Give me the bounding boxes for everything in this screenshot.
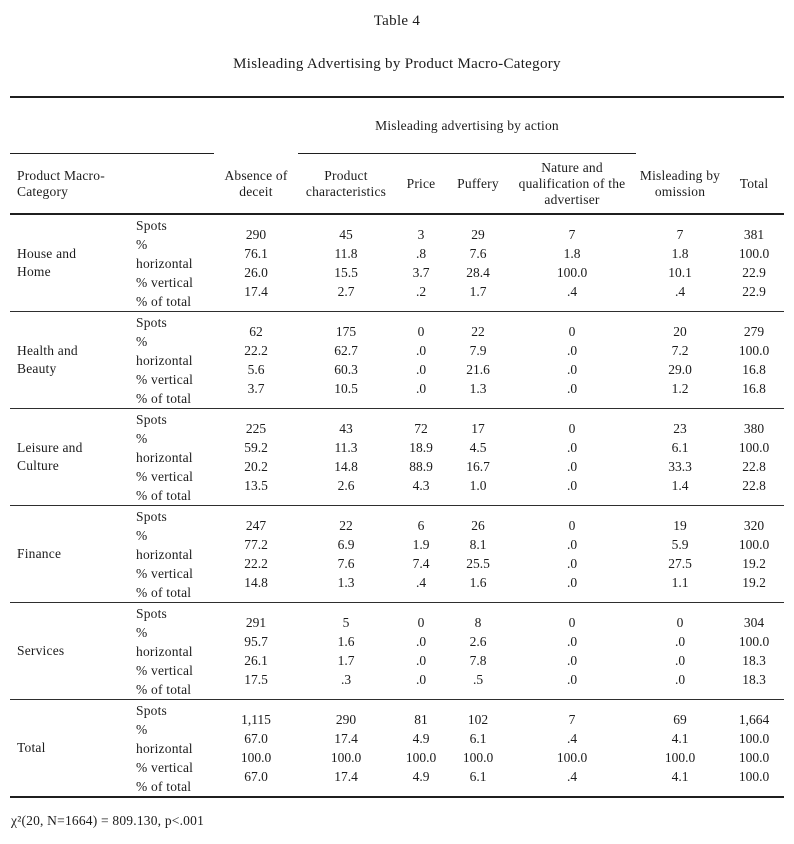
value-column [724, 215, 784, 311]
row-label: % of total [136, 778, 192, 794]
value-cell: 76.1 [244, 245, 268, 261]
value-cell: 19.2 [742, 575, 766, 591]
value-cell: 26.1 [244, 653, 268, 668]
value-column [448, 312, 508, 408]
row-label: % of total [136, 681, 192, 697]
column-header-total: Total [739, 175, 769, 191]
value-column [394, 215, 448, 311]
value-cell: .5 [472, 672, 484, 688]
value-cell: 18.3 [742, 672, 766, 688]
value-cell: 8.1 [469, 536, 487, 552]
table-body [10, 215, 784, 798]
value-column [214, 409, 298, 505]
value-cell: 1.7 [337, 653, 355, 668]
chi-square-footnote: χ²(20, N=1664) = 809.130, p<.001 [11, 813, 205, 828]
value-cell: .0 [415, 672, 427, 688]
value-column [508, 215, 636, 311]
value-column [214, 700, 298, 796]
value-cell: 29.0 [668, 362, 692, 377]
value-cell: 0 [568, 614, 576, 630]
value-cell: 20.2 [244, 459, 268, 474]
value-cell: 7.8 [469, 653, 487, 668]
value-cell: 23 [673, 420, 687, 436]
value-cell: .0 [415, 381, 427, 397]
category-label: Total [17, 740, 46, 755]
row-label: % of total [136, 584, 192, 600]
value-cell: 22.2 [244, 342, 268, 358]
data-table [10, 96, 784, 798]
value-cell: 67.0 [244, 730, 268, 746]
category-label: Services [17, 643, 65, 658]
value-cell: 17.4 [334, 769, 358, 785]
value-column [298, 312, 394, 408]
value-column [298, 409, 394, 505]
value-cell: 72 [414, 420, 428, 436]
value-cell: 1.3 [469, 381, 487, 397]
value-column [508, 506, 636, 602]
value-cell: 100.0 [664, 750, 696, 765]
value-cell: 69 [673, 711, 687, 727]
value-cell: 100.0 [738, 245, 770, 261]
value-cell: 102 [467, 711, 489, 727]
row-label: Spots [136, 508, 168, 524]
value-cell: 0 [417, 323, 425, 339]
table-row-group [10, 312, 784, 409]
column-header-absence-of-deceit: Absence of deceit [224, 167, 288, 199]
value-cell: 100.0 [330, 750, 362, 765]
value-column [508, 312, 636, 408]
value-cell: 6.1 [469, 769, 487, 785]
value-cell: 290 [245, 226, 267, 242]
table-row-group [10, 506, 784, 603]
value-cell: 95.7 [244, 633, 268, 649]
table-title: Misleading Advertising by Product Macro-Category [233, 56, 561, 72]
value-column [448, 215, 508, 311]
value-cell: 100.0 [738, 633, 770, 649]
value-cell: .4 [566, 284, 578, 300]
value-cell: 28.4 [466, 265, 490, 280]
value-cell: 2.6 [469, 633, 487, 649]
value-cell: 22.9 [742, 284, 766, 300]
table-row-group [10, 409, 784, 506]
value-cell: 26 [471, 517, 485, 533]
value-cell: 22.8 [742, 459, 766, 474]
value-cell: 22.2 [244, 556, 268, 571]
value-cell: 7.2 [671, 342, 689, 358]
value-cell: 14.8 [334, 459, 358, 474]
value-cell: .4 [566, 769, 578, 785]
value-cell: 4.9 [412, 730, 430, 746]
value-cell: 0 [568, 323, 576, 339]
value-cell: 43 [339, 420, 353, 436]
value-cell: 22 [339, 517, 353, 533]
value-cell: 100.0 [738, 536, 770, 552]
value-cell: 2.7 [337, 284, 355, 300]
value-cell: 3.7 [412, 265, 430, 280]
value-cell: 26.0 [244, 265, 268, 280]
value-cell: 320 [743, 517, 765, 533]
row-label: % of total [136, 487, 192, 503]
table-row-group [10, 700, 784, 798]
value-cell: 1.6 [337, 633, 355, 649]
value-cell: 6.1 [671, 439, 689, 455]
value-cell: 16.8 [742, 381, 766, 397]
value-column [508, 700, 636, 796]
value-cell: 1,115 [241, 711, 271, 727]
value-column [448, 603, 508, 699]
value-cell: 100.0 [240, 750, 272, 765]
value-cell: 7.6 [469, 245, 487, 261]
value-column [724, 312, 784, 408]
value-cell: 4.1 [671, 730, 689, 746]
value-column [448, 700, 508, 796]
row-labels [128, 215, 214, 311]
value-column [636, 312, 724, 408]
value-cell: 8 [474, 614, 482, 630]
value-cell: 17.4 [244, 284, 268, 300]
row-label: % vertical [136, 468, 194, 484]
value-cell: 1.2 [671, 381, 689, 397]
category-label: Health and Beauty [17, 343, 78, 376]
value-cell: .0 [566, 342, 578, 358]
value-cell: 1.8 [563, 245, 581, 261]
value-cell: 5 [342, 614, 350, 630]
value-cell: .0 [566, 536, 578, 552]
value-cell: .4 [566, 730, 578, 746]
row-label: Spots [136, 702, 168, 718]
value-cell: .2 [415, 284, 427, 300]
value-cell: 304 [743, 614, 765, 630]
value-cell: 0 [417, 614, 425, 630]
value-cell: 100.0 [738, 769, 770, 785]
value-cell: 100.0 [738, 750, 770, 765]
column-header-text: Product Macro-Category [17, 167, 105, 199]
row-label: % horizontal [136, 333, 193, 368]
value-cell: 0 [568, 517, 576, 533]
value-cell: 100.0 [405, 750, 437, 765]
value-cell: .0 [566, 633, 578, 649]
value-cell: 17 [471, 420, 485, 436]
value-column [448, 409, 508, 505]
value-cell: 11.8 [334, 245, 358, 261]
value-column [448, 506, 508, 602]
value-cell: 6.9 [337, 536, 355, 552]
value-cell: 0 [568, 420, 576, 436]
value-column [636, 409, 724, 505]
value-cell: 1.7 [469, 284, 487, 300]
value-cell: 100.0 [556, 750, 588, 765]
value-cell: .0 [566, 362, 578, 377]
value-column [724, 700, 784, 796]
row-label: % vertical [136, 371, 194, 387]
value-column [298, 215, 394, 311]
value-cell: 380 [743, 420, 765, 436]
value-cell: .0 [566, 672, 578, 688]
value-cell: .4 [415, 575, 427, 591]
row-label: % horizontal [136, 527, 193, 562]
value-cell: .8 [415, 245, 427, 261]
value-cell: 291 [245, 614, 267, 630]
value-cell: .0 [674, 672, 686, 688]
value-cell: .0 [566, 575, 578, 591]
column-header-product-characteristics: Product characteristics [305, 167, 387, 199]
row-label: % horizontal [136, 236, 193, 271]
row-label: % horizontal [136, 430, 193, 465]
value-cell: 11.3 [334, 439, 358, 455]
value-cell: 13.5 [244, 478, 268, 494]
value-cell: 18.9 [409, 439, 433, 455]
value-cell: 381 [743, 226, 765, 242]
value-cell: .4 [674, 284, 686, 300]
table-spanner-row [10, 98, 784, 154]
value-cell: 7.4 [412, 556, 430, 571]
value-cell: 1.6 [469, 575, 487, 591]
value-cell: 62 [249, 323, 263, 339]
value-cell: .0 [566, 459, 578, 474]
value-cell: .0 [566, 439, 578, 455]
value-cell: 7 [676, 226, 684, 242]
value-column [214, 312, 298, 408]
value-cell: 67.0 [244, 769, 268, 785]
row-label: % of total [136, 390, 192, 406]
value-cell: 1.1 [671, 575, 689, 591]
value-cell: 100.0 [738, 730, 770, 746]
value-cell: 21.6 [466, 362, 490, 377]
value-cell: 279 [743, 323, 765, 339]
value-column [724, 409, 784, 505]
row-label: % vertical [136, 759, 194, 775]
value-cell: 60.3 [334, 362, 358, 377]
value-cell: 100.0 [556, 265, 588, 280]
row-label: % horizontal [136, 721, 193, 756]
value-column [636, 215, 724, 311]
spanner-heading: Misleading advertising by action [298, 98, 636, 154]
value-cell: 247 [245, 517, 267, 533]
value-column [724, 506, 784, 602]
value-column [636, 603, 724, 699]
value-column [394, 700, 448, 796]
value-cell: 15.5 [334, 265, 358, 280]
value-column [394, 312, 448, 408]
value-cell: 27.5 [668, 556, 692, 571]
value-cell: .0 [415, 633, 427, 649]
value-cell: .3 [340, 672, 352, 688]
value-cell: 1.9 [412, 536, 430, 552]
value-cell: 1,664 [738, 711, 770, 727]
category-label: Finance [17, 546, 62, 561]
value-cell: 4.9 [412, 769, 430, 785]
value-cell: 3.7 [247, 381, 265, 397]
row-label: % vertical [136, 274, 194, 290]
value-cell: 6.1 [469, 730, 487, 746]
row-labels [128, 409, 214, 505]
row-label: Spots [136, 217, 168, 233]
value-column [394, 506, 448, 602]
value-column [394, 409, 448, 505]
table-row-group [10, 603, 784, 700]
value-cell: 100.0 [738, 342, 770, 358]
value-column [214, 506, 298, 602]
value-cell: .0 [674, 633, 686, 649]
row-labels [128, 700, 214, 796]
value-cell: .0 [415, 342, 427, 358]
row-label: Spots [136, 314, 168, 330]
value-column [298, 700, 394, 796]
value-cell: 16.7 [466, 459, 490, 474]
value-cell: .0 [566, 381, 578, 397]
value-column [724, 603, 784, 699]
value-cell: 88.9 [409, 459, 433, 474]
value-cell: 3 [417, 226, 425, 242]
value-cell: 22.8 [742, 478, 766, 494]
category-label: Leisure and Culture [17, 440, 83, 473]
value-cell: 16.8 [742, 362, 766, 377]
value-cell: 7 [568, 711, 576, 727]
column-header-misleading-by-omission: Misleading by omission [639, 167, 721, 199]
value-cell: .0 [415, 362, 427, 377]
value-column [636, 506, 724, 602]
row-label: % vertical [136, 662, 194, 678]
value-cell: .0 [566, 556, 578, 571]
value-cell: 45 [339, 226, 353, 242]
left-header-rule [10, 98, 214, 154]
value-cell: 22.9 [742, 265, 766, 280]
value-cell: 5.9 [671, 536, 689, 552]
row-label: Spots [136, 411, 168, 427]
category-label: House and Home [17, 246, 77, 279]
value-cell: 33.3 [668, 459, 692, 474]
column-header-puffery: Puffery [457, 175, 499, 191]
column-header-price: Price [406, 175, 436, 191]
value-cell: 81 [414, 711, 428, 727]
row-labels [128, 603, 214, 699]
value-column [508, 409, 636, 505]
value-cell: 290 [335, 711, 357, 727]
value-column [394, 603, 448, 699]
value-cell: .0 [674, 653, 686, 668]
value-cell: 14.8 [244, 575, 268, 591]
value-cell: 1.0 [469, 478, 487, 494]
row-label: % horizontal [136, 624, 193, 659]
value-cell: 7.9 [469, 342, 487, 358]
value-column [298, 506, 394, 602]
value-cell: 225 [245, 420, 267, 436]
row-labels [128, 506, 214, 602]
table-row-group [10, 215, 784, 312]
value-column [214, 603, 298, 699]
value-cell: 77.2 [244, 536, 268, 552]
value-cell: 59.2 [244, 439, 268, 455]
table-number: Table 4 [373, 13, 421, 29]
value-cell: 29 [471, 226, 485, 242]
row-labels [128, 312, 214, 408]
value-column [298, 603, 394, 699]
value-cell: 25.5 [466, 556, 490, 571]
row-label: Spots [136, 605, 168, 621]
value-column [508, 603, 636, 699]
value-cell: 6 [417, 517, 425, 533]
row-label: % of total [136, 293, 192, 309]
row-label: % vertical [136, 565, 194, 581]
value-cell: 18.3 [742, 653, 766, 668]
value-cell: 17.5 [244, 672, 268, 688]
value-cell: 100.0 [462, 750, 494, 765]
value-cell: 100.0 [738, 439, 770, 455]
value-cell: 62.7 [334, 342, 358, 358]
value-cell: 17.4 [334, 730, 358, 746]
column-header-nature-qualification: Nature and qualification of the advertiser [518, 159, 626, 207]
value-cell: 0 [676, 614, 684, 630]
value-cell: 1.4 [671, 478, 689, 494]
value-cell: 4.3 [412, 478, 430, 494]
value-cell: 1.3 [337, 575, 355, 591]
value-cell: .0 [566, 478, 578, 494]
value-cell: 10.5 [334, 381, 358, 397]
value-cell: 2.6 [337, 478, 355, 494]
value-cell: 20 [673, 323, 687, 339]
value-cell: 1.8 [671, 245, 689, 261]
value-cell: 4.1 [671, 769, 689, 785]
value-cell: 5.6 [247, 362, 265, 377]
value-cell: 175 [335, 323, 357, 339]
value-column [636, 700, 724, 796]
value-cell: 22 [471, 323, 485, 339]
value-cell: 7.6 [337, 556, 355, 571]
value-cell: 10.1 [668, 265, 692, 280]
value-cell: 19 [673, 517, 687, 533]
column-header-product-macro-category [10, 164, 214, 204]
table-header-row [10, 154, 784, 215]
value-column [214, 215, 298, 311]
value-cell: 4.5 [469, 439, 487, 455]
value-cell: .0 [566, 653, 578, 668]
value-cell: .0 [415, 653, 427, 668]
value-cell: 7 [568, 226, 576, 242]
value-cell: 19.2 [742, 556, 766, 571]
